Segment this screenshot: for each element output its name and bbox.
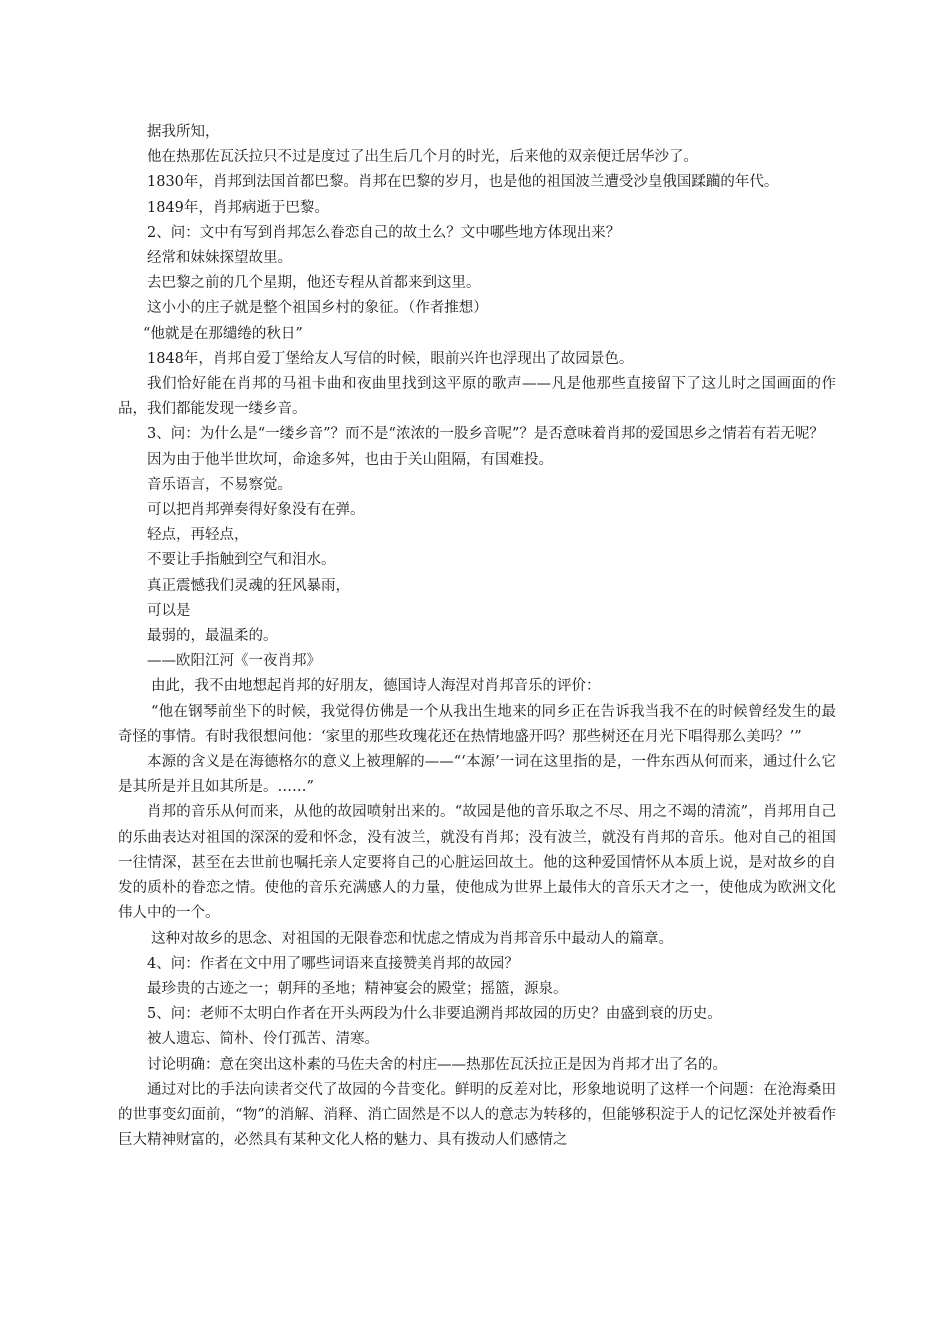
poem-line: 轻点，再轻点， xyxy=(147,527,249,544)
paragraph: 去巴黎之前的几个星期，他还专程从首都来到这里。 xyxy=(147,275,481,292)
paragraph: 据我所知， xyxy=(147,124,220,140)
paragraph: 这种对故乡的思念、对祖国的无限眷恋和忧虑之情成为肖邦音乐中最动人的篇章。 xyxy=(151,930,673,947)
paragraph: 音乐语言，不易察觉。 xyxy=(147,476,292,493)
paragraph: 最珍贵的古迹之一；朝拜的圣地；精神宴会的殿堂；摇篮，源泉。 xyxy=(147,980,568,997)
paragraph: 1830年，肖邦到法国首都巴黎。肖邦在巴黎的岁月，也是他的祖国波兰遭受沙皇俄国蹂躏的年代。 xyxy=(147,174,779,191)
poem-line: 最弱的，最温柔的。 xyxy=(147,628,278,645)
paragraph: 因为由于他半世坎坷，命途多舛，也由于关山阻隔，有国难投。 xyxy=(147,451,553,468)
paragraph: 我们恰好能在肖邦的马祖卡曲和夜曲里找到这平原的歌声——凡是他那些直接留下了这儿时之国画面的作品，我们都能发现一缕乡音。 xyxy=(118,376,836,418)
paragraph: 1849年，肖邦病逝于巴黎。 xyxy=(147,199,329,216)
paragraph: 他在热那佐瓦沃拉只不过是度过了出生后几个月的时光，后来他的双亲便迁居华沙了。 xyxy=(147,149,698,166)
poem-line: 真正震憾我们灵魂的狂风暴雨， xyxy=(147,577,350,594)
poem-line: 不要让手指触到空气和泪水。 xyxy=(147,552,336,569)
question-heading: 2、问：文中有写到肖邦怎么眷恋自己的故土么？文中哪些地方体现出来？ xyxy=(147,224,621,241)
paragraph: 讨论明确：意在突出这朴素的马佐夫舍的村庄——热那佐瓦沃拉正是因为肖邦才出了名的。 xyxy=(147,1056,727,1073)
paragraph: 可以把肖邦弹奏得好象没有在弹。 xyxy=(147,502,365,519)
paragraph: 由此，我不由地想起肖邦的好朋友，德国诗人海涅对肖邦音乐的评价： xyxy=(151,678,601,695)
paragraph: 经常和妹妹探望故里。 xyxy=(147,250,292,267)
paragraph: 1848年，肖邦自爱丁堡给友人写信的时候，眼前兴许也浮现出了故园景色。 xyxy=(147,350,634,367)
question-heading: 3、问：为什么是“一缕乡音”？而不是“浓浓的一股乡音呢”？是否意味着肖邦的爱国思乡之情若有若无呢？ xyxy=(147,426,824,443)
document-body xyxy=(118,120,836,1153)
poem-attribution: ——欧阳江河《一夜肖邦》 xyxy=(147,653,321,670)
quotation: “他在钢琴前坐下的时候，我觉得仿佛是一个从我出生地来的同乡正在告诉我当我不在的时候曾经发生的最奇怪的事情。有时我很想问他：‘家里的那些玫瑰花还在热情地盛开吗？那些树还在月光下唱得那么美吗？’” xyxy=(118,703,836,745)
paragraph: 肖邦的音乐从何而来，从他的故园喷射出来的。“故园是他的音乐取之不尽、用之不竭的清流”，肖邦用自己的乐曲表达对祖国的深深的爱和怀念，没有波兰，就没有肖邦；没有波兰，就没有肖邦的音乐。他对自己的祖国一往情深，甚至在去世前也嘱托亲人定要将自己的心脏运回故土。他的这种爱国情怀从本质上说，是对故乡的自发的质朴的眷恋之情。使他的音乐充满感人的力量，使他成为世界上最伟大的音乐天才之一，使他成为欧洲文化伟人中的一个。 xyxy=(118,804,836,922)
paragraph: 通过对比的手法向读者交代了故园的今昔变化。鲜明的反差对比，形象地说明了这样一个问题：在沧海桑田的世事变幻面前，“物”的消解、消释、消亡固然是不以人的意志为转移的，但能够积淀于人的记忆深处并被看作巨大精神财富的，必然具有某种文化人格的魅力、具有拨动人们感情之 xyxy=(118,1081,836,1149)
paragraph: 被人遗忘、简朴、伶仃孤苦、清寒。 xyxy=(147,1031,379,1048)
paragraph: 这小小的庄子就是整个祖国乡村的象征。（作者推想） xyxy=(147,300,488,317)
question-heading: 4、问：作者在文中用了哪些词语来直接赞美肖邦的故园？ xyxy=(147,955,519,972)
paragraph: 本源的含义是在海德格尔的意义上被理解的——“‘本源’一词在这里指的是，一件东西从何而来，通过什么它是其所是并且如其所是。……” xyxy=(118,754,836,796)
quotation: “他就是在那缱绻的秋日” xyxy=(143,325,303,342)
question-heading: 5、问：老师不太明白作者在开头两段为什么非要追溯肖邦故园的历史？由盛到衰的历史。 xyxy=(147,1006,722,1023)
poem-line: 可以是 xyxy=(147,602,191,619)
